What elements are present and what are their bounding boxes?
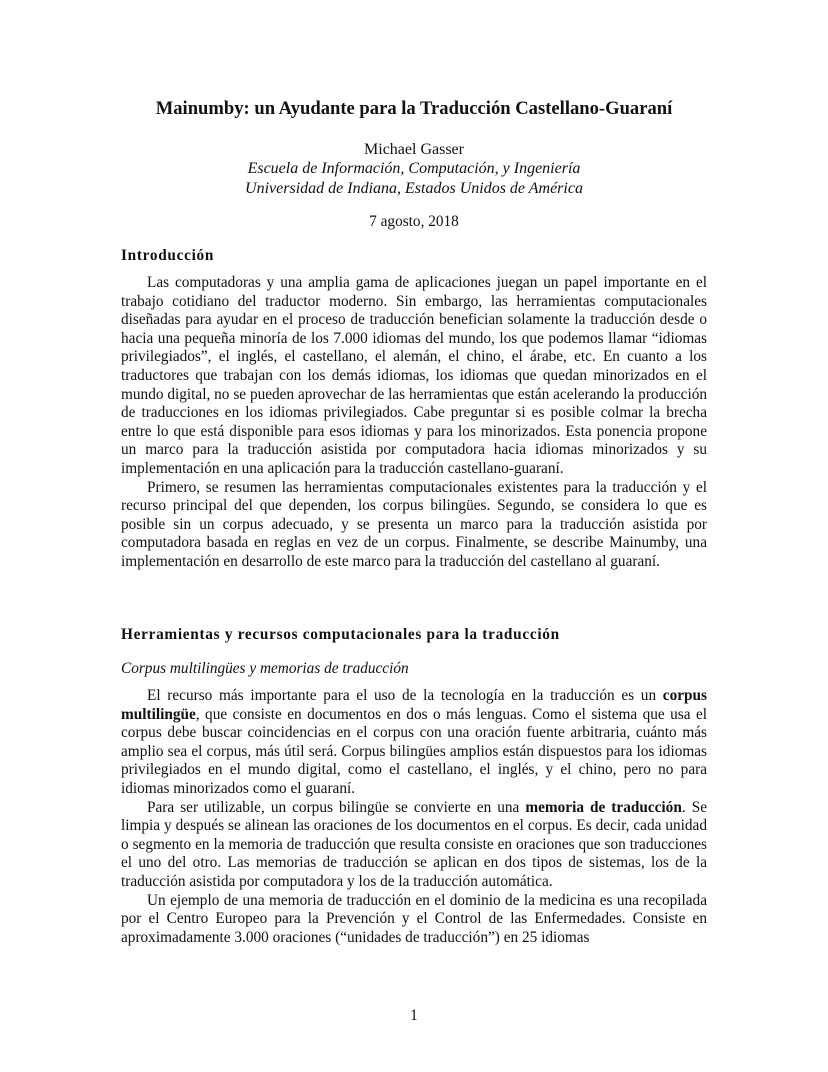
section-heading-herramientas: Herramientas y recursos computacionales para la traducción (121, 626, 560, 643)
paragraph-corpus-2-start: Para ser utilizable, un corpus bilingüe se convierte en una (147, 798, 526, 816)
section-body-herramientas (121, 687, 707, 947)
paragraph-corpus-2 (121, 799, 707, 892)
section-heading-introduccion: Introducción (121, 247, 215, 264)
term-memoria-de-traduccion: memoria de traducción (525, 798, 682, 816)
page-number: 1 (410, 1007, 418, 1024)
affiliation-line-2: Universidad de Indiana, Estados Unidos de América (245, 180, 583, 197)
paragraph-corpus-1 (121, 687, 707, 799)
paper-title: Mainumby: un Ayudante para la Traducción Castellano-Guaraní (155, 98, 673, 119)
subsection-heading-corpus: Corpus multilingües y memorias de traducción (121, 660, 409, 677)
paragraph-corpus-1-rest: , que consiste en documentos en dos o más lenguas. Como el sistema que usa el corpus debe buscar coincidencias en el corpus con una oración fuente arbitraria, cuánto más amplio sea el corpus, más útil será. Corpus bilingües amplios están dispuestos para los idiomas privilegiados en el mundo digital, como el castellano, el inglés, y el chino, pero no para idiomas minorizados como el guaraní. (121, 705, 707, 797)
paragraph-corpus-3: Un ejemplo de una memoria de traducción en el dominio de la medicina es una recopilada por el Centro Europeo para la Prevención y el Control de las Enfermedades. Consiste en aproximadamente 3.000 oraciones (“unidades de traducción”) en 25 idiomas (121, 891, 707, 946)
paragraph-intro-1: Las computadoras y una amplia gama de aplicaciones juegan un papel importante en el trabajo cotidiano del traductor moderno. Sin embargo, las herramientas computacionales diseñadas para ayudar en el proceso de traducción benefician solamente la traducción desde o hacia una pequeña minoría de los 7.000 idiomas del mundo, los que podemos llamar “idiomas privilegiados”, el inglés, el castellano, el alemán, el chino, el árabe, etc. En cuanto a los traductores que trabajan con los demás idiomas, los idiomas que quedan minorizados en el mundo digital, no se pueden aprovechar de las herramientas que están acelerando la producción de traducciones en los idiomas privilegiados. Cabe preguntar si es posible colmar la brecha entre lo que está disponible para esos idiomas y para los minorizados. Esta ponencia propone un marco para la traducción asistida por computadora hacia idiomas minorizados y su implementación en una aplicación para la traducción castellano-guaraní. (121, 274, 707, 477)
term-corpus-multilingue: corpus multilingüe (121, 687, 707, 723)
affiliation (0, 159, 828, 199)
section-body-introduccion (121, 274, 707, 572)
author-name: Michael Gasser (364, 141, 464, 158)
paper-date: 7 agosto, 2018 (369, 213, 459, 230)
paragraph-corpus-1-start: El recurso más importante para el uso de la tecnología en la traducción es un (147, 687, 663, 704)
paragraph-corpus-2-rest: . Se limpia y después se alinean las oraciones de los documentos en el corpus. Es decir, cada unidad o segmento en la memoria de traducción que resulta consiste en oraciones que son traducciones el uno del otro. Las memorias de traducción se aplican en dos tipos de sistemas, los de la traducción asistida por computadora y los de la traducción automática. (121, 798, 707, 890)
paragraph-intro-2: Primero, se resumen las herramientas computacionales existentes para la traducción y el recurso principal del que dependen, los corpus bilingües. Segundo, se considera lo que es posible sin un corpus adecuado, y se presenta un marco para la traducción asistida por computadora basada en reglas en vez de un corpus. Finalmente, se describe Mainumby, una implementación en desarrollo de este marco para la traducción del castellano al guaraní. (121, 478, 707, 570)
affiliation-line-1: Escuela de Información, Computación, y Ingeniería (247, 160, 581, 177)
